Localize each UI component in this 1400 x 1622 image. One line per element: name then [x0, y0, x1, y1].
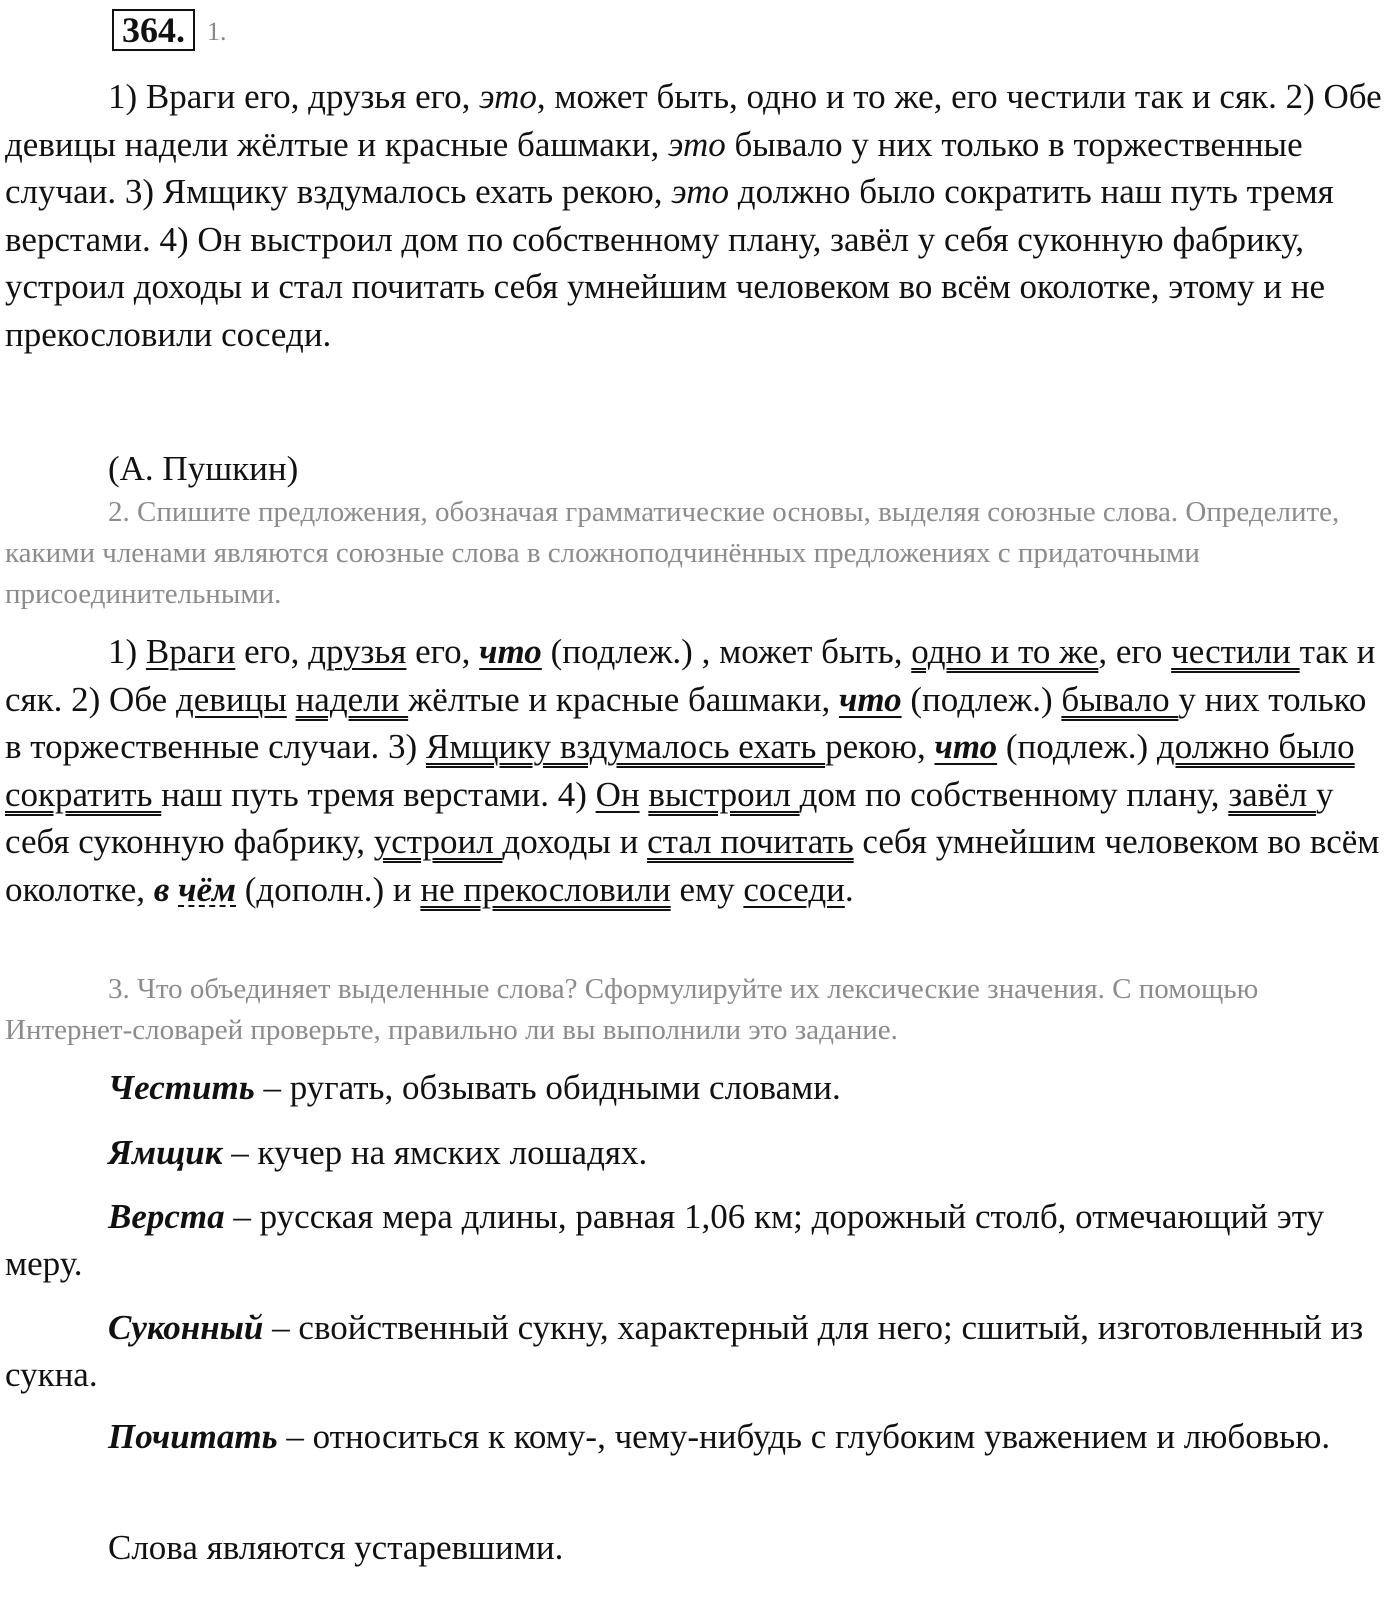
conclusion: Слова являются устаревшими.: [108, 1528, 564, 1567]
definition: Ямщик – кучер на ямских лошадях.: [108, 1133, 648, 1172]
definition-term: Почитать: [108, 1417, 278, 1456]
subject: Он: [595, 774, 640, 814]
conjunctive-word: что: [934, 727, 998, 766]
predicate: не прекословили: [420, 869, 671, 909]
exercise-number: 364.: [112, 9, 195, 51]
conjunctive-word: что: [479, 632, 542, 671]
predicate: бывало: [1061, 679, 1179, 719]
definition-term: Верста: [108, 1197, 225, 1236]
predicate: устроил: [373, 822, 503, 861]
definition: Честить – ругать, обзывать обидными словами.: [108, 1068, 841, 1107]
predicate: должно было сократить: [5, 727, 1355, 814]
definition: Суконный – свойственный сукну, характерный для него; сшитый, изготовленный из сукна.: [5, 1308, 1364, 1394]
instruction-2: 2. Спишите предложения, обозначая грамматические основы, выделяя союзные слова. Определите, какими членами являются союзные слова в сложноподчинённых предложениях с придаточными присоединительными.: [5, 496, 1340, 610]
predicate: надели: [295, 679, 409, 719]
exercise-header: [112, 3, 227, 51]
predicate: Ямщику вздумалось ехать: [425, 727, 826, 766]
definition-term: Честить: [108, 1068, 255, 1107]
subject: девицы: [175, 679, 287, 719]
predicate: стал почитать: [647, 822, 854, 861]
conjunctive-word: что: [838, 679, 902, 719]
subject: соседи: [743, 869, 845, 909]
answer-text: 1) Враги его, друзья его, что (подлеж.) , может быть, одно и то же, его честили так и сяк. 2) Обе девицы надели жёлтые и красные башмаки, что (подлеж.) бывало у них только в торжественные случаи. 3) Ямщику вздумалось ехать рекою, что (подлеж.) должно было сократить наш путь тремя верстами. 4) Он выстроил дом по собственному плану, завёл у себя суконную фабрику, устроил доходы и стал почитать себя умнейшим человеком во всём околотке, в чём (дополн.) и не прекословили ему соседи.: [5, 632, 1380, 909]
predicate: завёл: [1228, 774, 1316, 814]
definition: Почитать – относиться к кому-, чему-нибудь с глубоким уважением и любовью.: [108, 1417, 1331, 1456]
predicate: одно и то же: [911, 632, 1099, 671]
definition: Верста – русская мера длины, равная 1,06 км; дорожный столб, отмечающий эту меру.: [5, 1197, 1325, 1283]
subject: друзья: [308, 632, 407, 671]
conjunctive-word: чём: [178, 869, 237, 909]
predicate: честили: [1171, 632, 1300, 671]
conjunctive-word: в: [153, 869, 170, 909]
subject: Враги: [145, 632, 236, 671]
definition-term: Суконный: [108, 1308, 264, 1347]
predicate: выстроил: [648, 774, 800, 814]
original-text: 1) Враги его, друзья его, это, может быть, одно и то же, его честили так и сяк. 2) Обе девицы надели жёлтые и красные башмаки, это бывало у них только в торжественные случаи. 3) Ямщику вздумалось ехать рекою, это должно было сократить наш путь тремя верстами. 4) Он выстроил дом по собственному плану, завёл у себя суконную фабрику, устроил доходы и стал почитать себя умнейшим человеком во всём околотке, этому и не прекословили соседи.: [5, 77, 1382, 354]
definition-term: Ямщик: [108, 1133, 223, 1172]
instruction-3: 3. Что объединяет выделенные слова? Сформулируйте их лексические значения. С помощью Интернет-словарей проверьте, правильно ли вы выполнили это задание.: [5, 973, 1259, 1046]
task-number: 1.: [207, 17, 227, 46]
author: (А. Пушкин): [108, 449, 299, 488]
